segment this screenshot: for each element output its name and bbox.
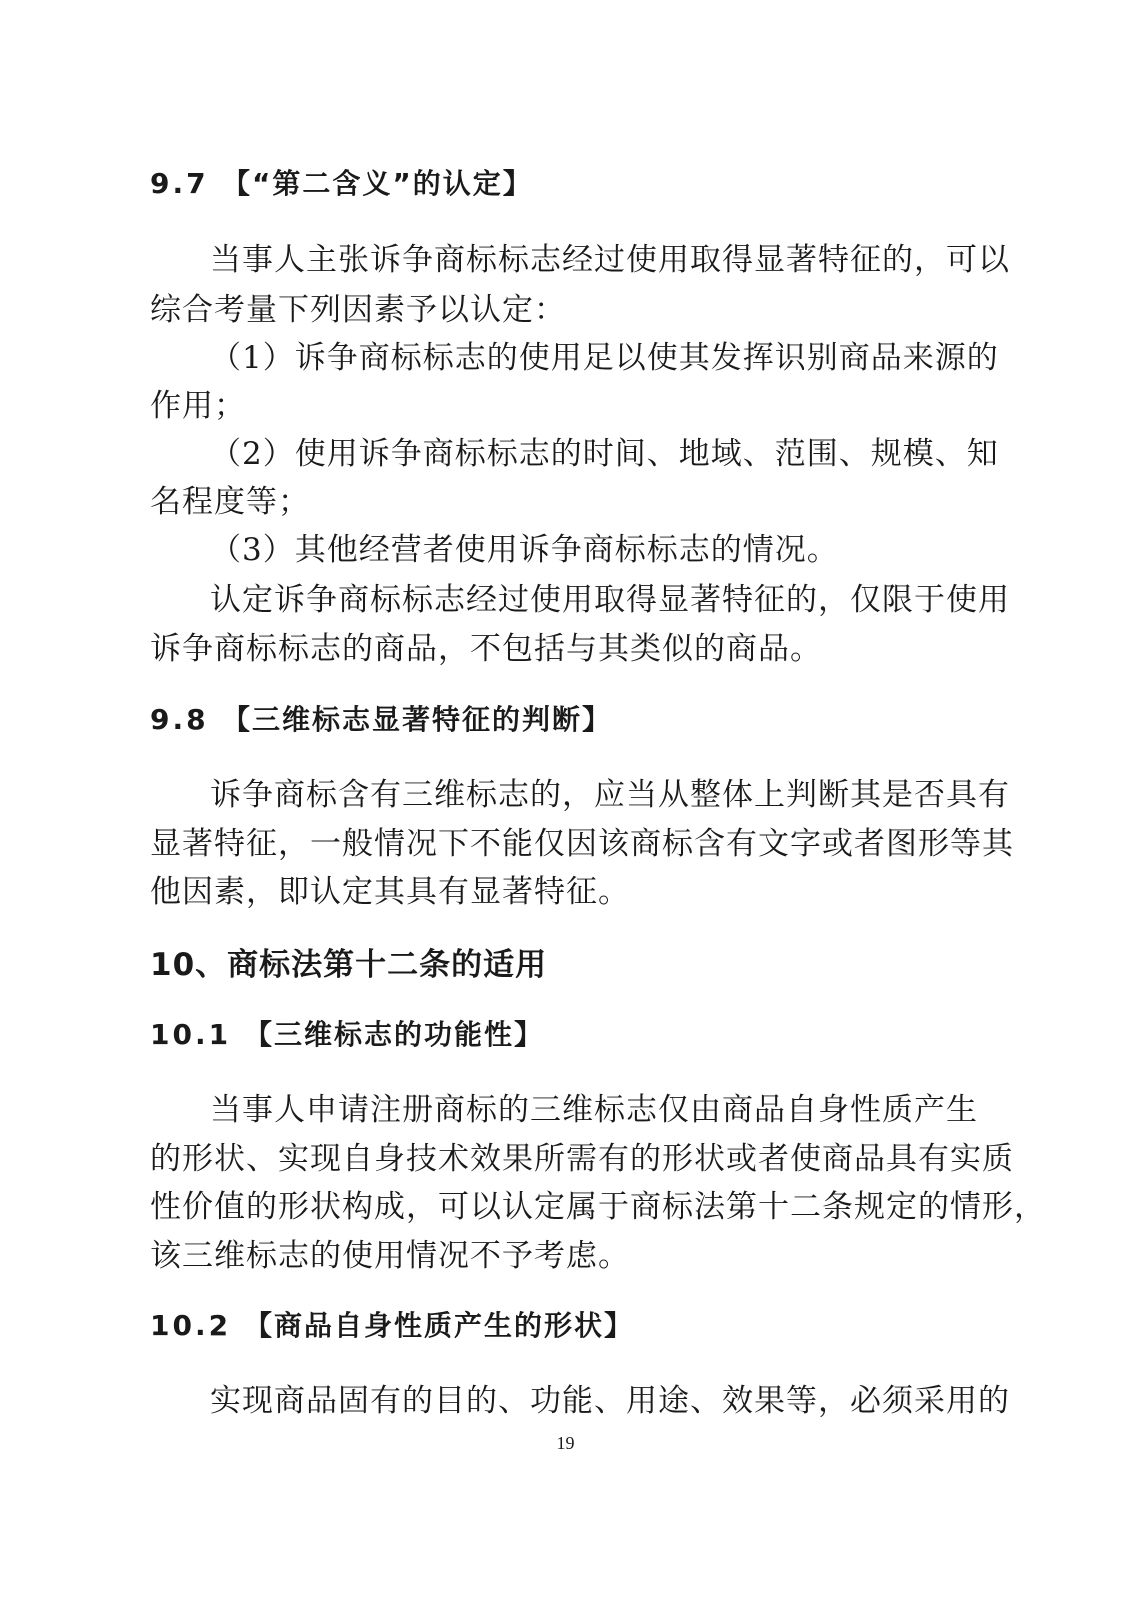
paragraph-line: 诉争商标含有三维标志的，应当从整体上判断其是否具有 bbox=[210, 777, 1010, 813]
section-heading-9-8 bbox=[150, 700, 970, 740]
paragraph-line: 当事人主张诉争商标标志经过使用取得显著特征的，可以 bbox=[210, 242, 1010, 278]
section-title: 【三维标志显著特征的判断】 bbox=[222, 703, 613, 736]
paragraph-line: 名程度等； bbox=[150, 484, 310, 520]
section-title: 【三维标志的功能性】 bbox=[244, 1018, 545, 1051]
chapter-heading-10: 10、商标法第十二条的适用 bbox=[150, 947, 548, 983]
section-number: 9.8 bbox=[150, 703, 209, 736]
section-number: 10.1 bbox=[150, 1018, 232, 1051]
section-number: 10.2 bbox=[150, 1309, 232, 1342]
section-title: 【商品自身性质产生的形状】 bbox=[244, 1309, 635, 1342]
list-item-2: （2）使用诉争商标标志的时间、地域、范围、规模、知 bbox=[210, 436, 999, 472]
paragraph-line: 的形状、实现自身技术效果所需有的形状或者使商品具有实质 bbox=[150, 1141, 1014, 1177]
paragraph-line: 当事人申请注册商标的三维标志仅由商品自身性质产生 bbox=[210, 1092, 978, 1128]
section-heading-10-1 bbox=[150, 1015, 970, 1055]
section-title: 【“第二含义”的认定】 bbox=[222, 167, 533, 200]
section-number: 9.7 bbox=[150, 167, 209, 200]
section-heading-9-7 bbox=[150, 164, 970, 204]
paragraph-line: 实现商品固有的目的、功能、用途、效果等，必须采用的 bbox=[210, 1383, 1010, 1419]
paragraph-line: 他因素，即认定其具有显著特征。 bbox=[150, 874, 630, 910]
paragraph-line: 该三维标志的使用情况不予考虑。 bbox=[150, 1238, 630, 1274]
paragraph-line: 综合考量下列因素予以认定： bbox=[150, 292, 566, 328]
paragraph-line: 认定诉争商标标志经过使用取得显著特征的，仅限于使用 bbox=[210, 582, 1010, 618]
list-item-3: （3）其他经营者使用诉争商标标志的情况。 bbox=[210, 532, 839, 568]
paragraph-line: 作用； bbox=[150, 388, 246, 424]
paragraph-line: 性价值的形状构成，可以认定属于商标法第十二条规定的情形， bbox=[150, 1189, 1046, 1225]
paragraph-line: 诉争商标标志的商品，不包括与其类似的商品。 bbox=[150, 631, 822, 667]
section-heading-10-2 bbox=[150, 1306, 970, 1346]
paragraph-line: 显著特征，一般情况下不能仅因该商标含有文字或者图形等其 bbox=[150, 826, 1014, 862]
list-item-1: （1）诉争商标标志的使用足以使其发挥识别商品来源的 bbox=[210, 340, 999, 376]
page-number: 19 bbox=[556, 1433, 575, 1453]
